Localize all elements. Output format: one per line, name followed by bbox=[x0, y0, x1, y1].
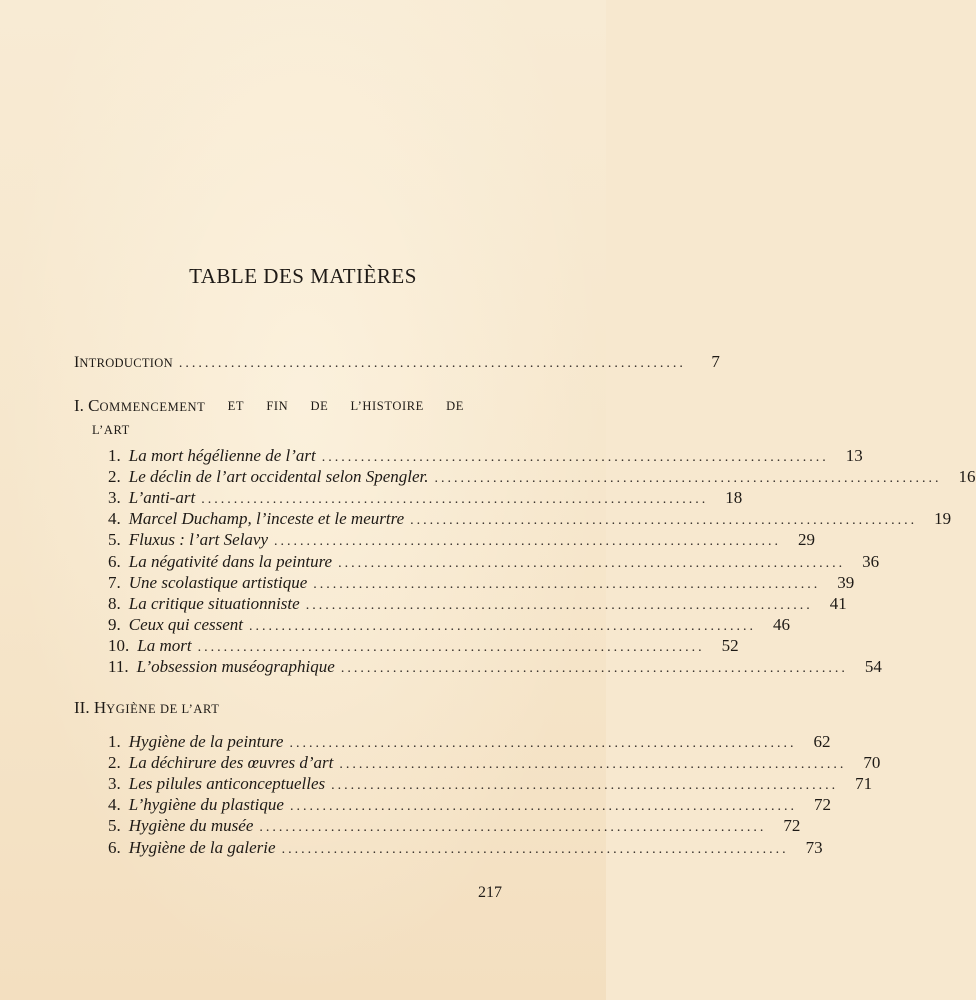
entry-title: La déchirure des œuvres d’art bbox=[128, 753, 334, 773]
dot-leader: .............................................................................. bbox=[289, 799, 797, 815]
entry-number: 5. bbox=[108, 530, 121, 550]
part-heading-2: II. HYGIÈNE DE L’ART bbox=[74, 698, 220, 717]
entry-title: La critique situationniste bbox=[128, 593, 300, 613]
entry-page-number: 7 bbox=[711, 352, 720, 371]
dot-leader: .............................................................................. bbox=[340, 661, 848, 676]
toc-entry bbox=[108, 551, 880, 574]
dot-leader: .............................................................................. bbox=[201, 492, 709, 508]
dot-leader: .............................................................................. bbox=[289, 736, 797, 751]
dot-leader: .............................................................................. bbox=[434, 471, 942, 487]
dot-leader: .............................................................................. bbox=[321, 450, 829, 465]
entry-title: Une scolastique artistique bbox=[128, 572, 308, 592]
entry-title: Hygiène du musée bbox=[128, 816, 254, 836]
dot-leader: .............................................................................. bbox=[410, 513, 918, 529]
entry-number: 8. bbox=[108, 593, 121, 613]
entry-page-number: 73 bbox=[805, 837, 823, 857]
dot-leader: .............................................................................. bbox=[313, 576, 821, 592]
entry-title: La mort bbox=[137, 635, 192, 655]
entry-page-number: 72 bbox=[813, 795, 831, 815]
dot-leader: .............................................................................. bbox=[274, 534, 782, 550]
toc-entry bbox=[108, 509, 952, 531]
dot-leader: .............................................................................. bbox=[305, 597, 813, 613]
entry-number: 2. bbox=[108, 753, 121, 773]
dot-leader: .............................................................................. bbox=[249, 618, 756, 634]
entry-page-number: 72 bbox=[783, 816, 801, 836]
entry-page-number: 46 bbox=[773, 614, 790, 634]
entry-number: 9. bbox=[108, 614, 121, 634]
toc-entry bbox=[108, 774, 873, 796]
entry-title: INTRODUCTION bbox=[74, 354, 173, 371]
entry-title: Hygiène de la peinture bbox=[128, 732, 284, 751]
dot-leader: .............................................................................. bbox=[338, 555, 846, 571]
entry-number: 11. bbox=[108, 657, 129, 676]
entry-page-number: 13 bbox=[845, 446, 863, 465]
entry-number: 5. bbox=[108, 816, 121, 836]
toc-entry bbox=[108, 530, 816, 552]
entry-page-number: 41 bbox=[829, 593, 847, 613]
toc-entry bbox=[108, 837, 823, 860]
toc-entry bbox=[108, 593, 847, 616]
entry-title: Le déclin de l’art occidental selon Spengler. bbox=[128, 467, 429, 487]
entry-page-number: 70 bbox=[863, 753, 881, 773]
entry-number: 1. bbox=[108, 732, 121, 751]
entry-number: 10. bbox=[108, 635, 130, 655]
entry-page-number: 39 bbox=[837, 572, 855, 592]
toc-entry bbox=[108, 657, 882, 679]
toc-entry-introduction bbox=[74, 352, 720, 374]
entry-page-number: 16 bbox=[958, 467, 976, 487]
entry-number: 4. bbox=[108, 795, 121, 815]
part-heading-1: I. COMMENCEMENT ET FIN DE L’HISTOIRE DE L’ART bbox=[74, 396, 464, 437]
toc-entry bbox=[108, 732, 831, 754]
toc-entry bbox=[108, 467, 976, 489]
entry-title: Les pilules anticonceptuelles bbox=[128, 774, 326, 794]
entry-title: Marcel Duchamp, l’inceste et le meurtre bbox=[128, 509, 405, 529]
entry-title: La négativité dans la peinture bbox=[128, 551, 333, 571]
entry-title: L’anti-art bbox=[128, 488, 196, 508]
entry-page-number: 29 bbox=[798, 530, 816, 550]
entry-page-number: 19 bbox=[934, 509, 952, 529]
entry-title: Ceux qui cessent bbox=[128, 614, 243, 634]
entry-page-number: 36 bbox=[862, 551, 880, 571]
page-title: TABLE DES MATIÈRES bbox=[189, 264, 417, 288]
toc-entry bbox=[108, 446, 863, 468]
entry-number: 4. bbox=[108, 509, 121, 529]
entry-number: 6. bbox=[108, 837, 121, 857]
entry-page-number: 62 bbox=[813, 732, 831, 751]
dot-leader: .............................................................................. bbox=[197, 639, 705, 655]
entry-number: 2. bbox=[108, 467, 121, 487]
toc-entry bbox=[108, 753, 881, 775]
entry-title: La mort hégélienne de l’art bbox=[128, 446, 316, 465]
entry-number: 3. bbox=[108, 774, 121, 794]
dot-leader: .............................................................................. bbox=[331, 778, 839, 794]
entry-title: L’obsession muséographique bbox=[136, 657, 335, 676]
page-number: 217 bbox=[478, 884, 502, 901]
dot-leader: .............................................................................. bbox=[281, 841, 789, 857]
toc-entry bbox=[108, 614, 790, 637]
dot-leader: .............................................................................. bbox=[259, 820, 767, 836]
dot-leader: .............................................................................. bbox=[178, 356, 686, 371]
toc-entry bbox=[108, 635, 739, 658]
entry-page-number: 71 bbox=[855, 774, 873, 794]
dot-leader: .............................................................................. bbox=[339, 757, 847, 773]
entry-number: 6. bbox=[108, 551, 121, 571]
entry-number: 3. bbox=[108, 488, 121, 508]
toc-entry bbox=[108, 816, 801, 838]
entry-title: L’hygiène du plastique bbox=[128, 795, 284, 815]
toc-entry bbox=[108, 488, 743, 510]
entry-title: Hygiène de la galerie bbox=[128, 837, 276, 857]
entry-title: Fluxus : l’art Selavy bbox=[128, 530, 269, 550]
entry-page-number: 52 bbox=[721, 635, 739, 655]
entry-page-number: 54 bbox=[864, 657, 882, 676]
entry-page-number: 18 bbox=[725, 488, 743, 508]
entry-number: 1. bbox=[108, 446, 121, 465]
toc-entry bbox=[108, 795, 831, 817]
toc-entry bbox=[108, 572, 855, 595]
entry-number: 7. bbox=[108, 572, 121, 592]
